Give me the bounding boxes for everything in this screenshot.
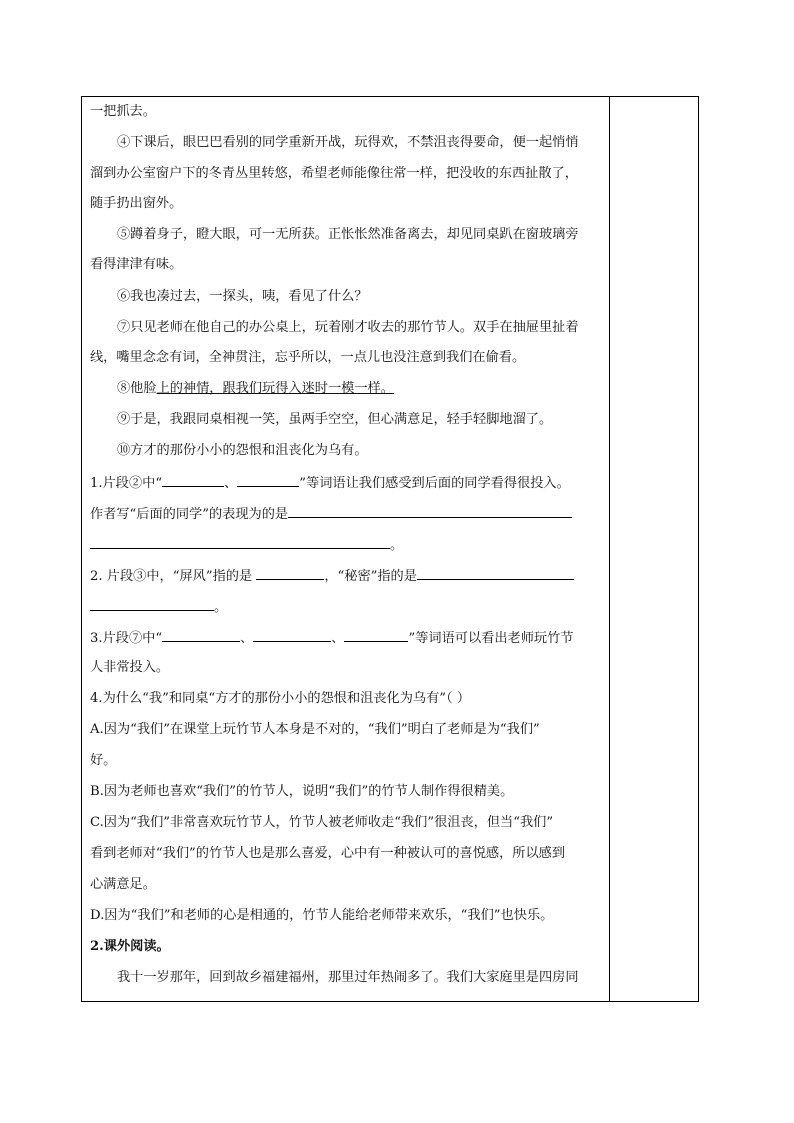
passage-p8 (90, 379, 394, 399)
question-1-end: 。 (390, 538, 404, 553)
question-4: 4.为什么“我”和同桌“方才的那份小小的怨恨和沮丧化为乌有”（ ） (90, 691, 471, 706)
question-3-separator-2: 、 (331, 631, 345, 646)
question-2-middle: ，“秘密”指的是 (324, 569, 417, 584)
passage-p7-line2: 线，嘴里念念有词，全神贯注，忘乎所以，一点儿也没注意到我们在偷看。 (90, 350, 526, 365)
column-divider (609, 97, 610, 1001)
option-a-line1: A.因为“我们”在课堂上玩竹节人本身是不对的，“我们”明白了老师是为“我们” (90, 722, 540, 737)
question-3-prefix: 3.片段⑦中“ (90, 631, 163, 646)
passage-p5-line2: 看得津津有味。 (90, 257, 183, 272)
question-3-blank-3[interactable] (344, 627, 408, 642)
question-1-suffix: ”等词语让我们感受到后面的同学看得很投入。 (299, 476, 570, 491)
passage-p8-a: ⑧他脸 (117, 381, 157, 396)
question-3-suffix: ”等词语可以看出老师玩竹节 (408, 631, 574, 646)
option-c-line3: 心满意足。 (90, 877, 156, 892)
passage-p6: ⑥我也凑过去，一探头，咦，看见了什么？ (117, 289, 368, 304)
question-1-line2 (90, 503, 572, 523)
option-a-line2: 好。 (90, 753, 117, 768)
passage-p10: ⑩方才的那份小小的怨恨和沮丧化为乌有。 (117, 443, 368, 458)
question-3-blank-1[interactable] (162, 627, 240, 642)
question-3-blank-2[interactable] (253, 627, 331, 642)
question-1-blank-3[interactable] (288, 503, 572, 518)
question-1-prompt: 作者写“后面的同学”的表现为的是 (90, 507, 289, 522)
question-3-separator-1: 、 (240, 631, 254, 646)
question-2-prefix: 2. 片段③中，“屏风”指的是 (90, 569, 257, 584)
passage-p4-line2: 溜到办公室窗户下的冬青丛里转悠，希望老师能像往常一样，把没收的东西扯散了， (90, 166, 578, 181)
passage-p3-end: 一把抓去。 (90, 104, 156, 119)
question-1-line3 (90, 534, 403, 554)
option-b: B.因为老师也喜欢“我们”的竹节人，说明“我们”的竹节人制作得很精美。 (90, 784, 514, 799)
question-2-blank-3[interactable] (90, 596, 214, 611)
question-2-end: 。 (214, 600, 228, 615)
passage-p8-b: 上的神情，跟我们玩得入迷时一模一样。 (156, 381, 394, 396)
question-1-prefix: 1.片段②中“ (90, 476, 163, 491)
passage-p4-line3: 随手扔出窗外。 (90, 196, 183, 211)
option-c-line1: C.因为“我们”非常喜欢玩竹节人，竹节人被老师收走“我们”很沮丧，但当“我们” (90, 815, 554, 830)
question-3-line1 (90, 627, 573, 647)
question-1-separator: 、 (224, 476, 238, 491)
worksheet-table (81, 96, 699, 1002)
question-2-blank-1[interactable] (256, 565, 324, 580)
section-2-heading: 2.课外阅读。 (90, 939, 170, 954)
passage-p9: ⑨于是，我跟同桌相视一笑，虽两手空空，但心满意足，轻手轻脚地溜了。 (117, 412, 553, 427)
question-1-blank-1[interactable] (162, 472, 224, 487)
question-2-line1 (90, 565, 574, 585)
question-2-line2 (90, 596, 227, 616)
passage-p5-line1: ⑤蹲着身子，瞪大眼，可一无所获。正怅怅然准备离去，却见同桌趴在窗玻璃旁 (117, 227, 579, 242)
question-1-blank-2[interactable] (237, 472, 299, 487)
option-d: D.因为“我们”和老师的心是相通的，竹节人能给老师带来欢乐，“我们”也快乐。 (90, 908, 554, 923)
section-2-text: 我十一岁那年，回到故乡福建福州，那里过年热闹多了。我们大家庭里是四房同 (117, 970, 579, 985)
question-1-line1 (90, 472, 570, 492)
passage-p7-line1: ⑦只见老师在他自己的办公桌上，玩着刚才收去的那竹节人。双手在抽屉里扯着 (117, 320, 579, 335)
option-c-line2: 看到老师对“我们”的竹节人也是那么喜爱，心中有一种被认可的喜悦感，所以感到 (90, 846, 566, 861)
passage-p4-line1: ④下课后，眼巴巴看别的同学重新开战，玩得欢，不禁沮丧得要命，便一起悄悄 (117, 135, 579, 150)
question-3-line2: 人非常投入。 (90, 660, 170, 675)
question-1-blank-4[interactable] (90, 534, 390, 549)
question-2-blank-2[interactable] (417, 565, 574, 580)
